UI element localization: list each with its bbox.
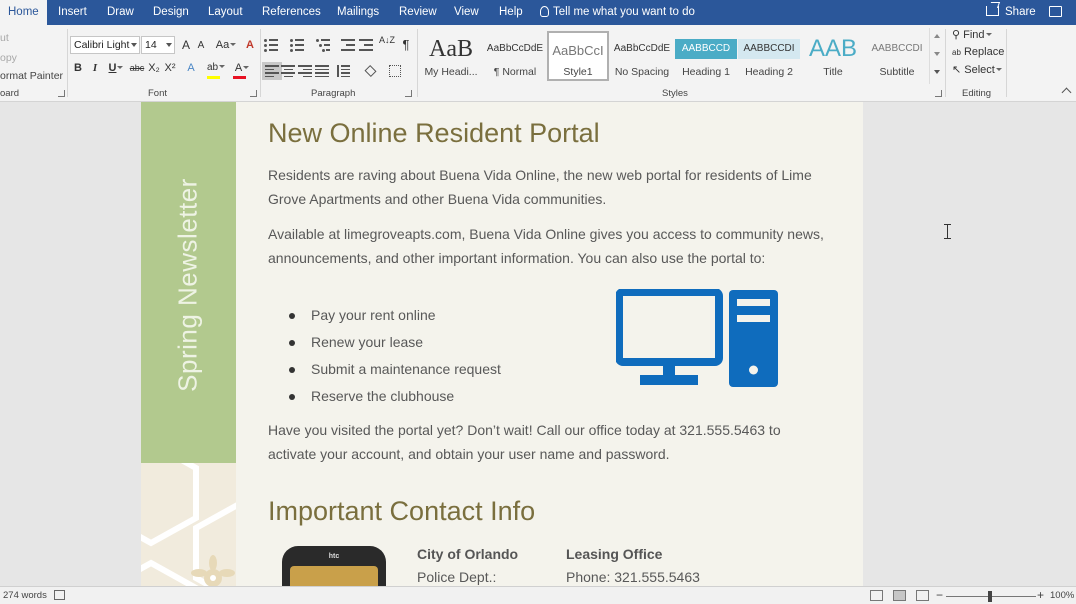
paragraph-access: Available at limegroveapts.com, Buena Vida Online gives you access to community news, announcements, and other important information. You can also use the portal to: [268,226,824,266]
chevron-down-icon [131,43,137,47]
bullet-dot [289,367,295,373]
read-mode-icon[interactable] [870,590,883,601]
tell-me-label: Tell me what you want to do [553,6,695,18]
chevron-down-icon [166,43,172,47]
bullet-dot [289,394,295,400]
heading-contact: Important Contact Info [268,496,536,526]
heading-portal: New Online Resident Portal [268,118,600,148]
select-label: Select [964,64,995,76]
style-sample: AABBCCD [675,39,737,59]
list-item: Reserve the clubhouse [311,388,455,404]
grow-font-label: A [181,38,190,52]
lightbulb-icon [540,6,549,17]
pilcrow-icon: ¶ [402,37,410,52]
italic-label: I [92,62,98,74]
group-divider [1006,29,1007,97]
shrink-font-button[interactable] [196,37,206,55]
style-sample: AaBbCcDdE [486,43,544,54]
contact-leasing-title: Leasing Office [566,546,663,562]
subscript-button[interactable] [147,59,161,77]
bullet-dot [289,340,295,346]
style-sample: AaBbCcI [552,43,604,58]
ribbon-home [0,25,1076,102]
increase-indent-icon[interactable] [359,39,373,51]
style-no-spacing[interactable] [611,31,673,81]
styles-launcher-icon[interactable] [935,90,942,97]
style-title[interactable] [802,31,864,81]
italic-button[interactable] [89,59,101,77]
bullets-icon[interactable] [264,39,278,51]
style-name: Title [823,66,843,78]
replace-label: Replace [963,46,1005,58]
decorative-pattern [141,463,236,586]
highlight-button[interactable] [206,59,226,77]
numbering-icon[interactable] [290,39,304,51]
tab-layout[interactable]: Layout [208,6,243,18]
contact-leasing-line: Phone: 321.555.5463 [566,569,700,585]
style-heading-2[interactable] [738,31,800,81]
clipboard-launcher-icon[interactable] [58,90,65,97]
bold-label: B [74,62,82,74]
zoom-level[interactable]: 100% [1050,590,1075,601]
contact-city-line: Police Dept.: [417,569,497,585]
font-size-combo[interactable] [141,36,175,54]
change-case-label: Aa [215,39,230,51]
document-page[interactable] [141,102,863,586]
style-name: My Headi... [424,66,478,78]
text-cursor-icon [943,224,952,239]
clipboard-group-label: oard [0,88,20,99]
list-item: Renew your lease [311,334,424,350]
tab-help[interactable]: Help [499,6,523,18]
paragraph-call: Have you visited the portal yet? Don’t wait! Call our office today at 321.555.5463 to activate your account, and obtain your user name and password. [268,422,781,462]
contact-city-title: City of Orlando [417,546,519,562]
shading-icon[interactable] [364,65,378,77]
tab-references[interactable]: References [262,6,321,18]
line-spacing-icon[interactable] [336,65,350,77]
group-divider [945,29,946,97]
style-my-heading[interactable] [420,31,482,81]
chevron-down-icon [230,43,236,46]
select-button[interactable] [952,63,1002,76]
tab-review[interactable]: Review [399,6,437,18]
tab-mailings[interactable]: Mailings [337,6,380,18]
share-button[interactable] [986,0,1036,25]
styles-gallery-scroll[interactable] [929,28,943,84]
font-name-combo[interactable] [70,36,140,54]
subscript-label: X₂ [148,62,160,74]
sort-label: A↓Z [379,35,396,45]
group-divider [417,29,418,97]
align-right-icon[interactable] [298,65,312,77]
share-label: Share [1005,6,1036,18]
more-styles-icon[interactable] [934,70,940,74]
tab-view[interactable]: View [454,6,479,18]
paragraph-launcher-icon[interactable] [405,90,412,97]
underline-label: U [108,62,117,74]
cursor-icon: ↖ [952,64,962,76]
style-name: ¶ Normal [493,66,537,78]
document-area[interactable] [0,102,1076,586]
proofing-icon[interactable] [54,590,65,600]
zoom-in-button[interactable]: + [1037,588,1045,602]
font-color-swatch [233,76,246,79]
tab-design[interactable]: Design [153,6,189,18]
copy-button[interactable]: opy [0,52,17,64]
style-name: Style1 [563,66,593,78]
chevron-down-icon [117,66,123,69]
tell-me-search[interactable] [540,0,695,25]
style-sample: AaBbCcDdE [613,43,671,54]
web-layout-icon[interactable] [916,590,929,601]
ribbon-tab-bar [0,0,1076,25]
chevron-down-icon [219,65,225,68]
geometric-pattern-icon [141,463,236,586]
tab-draw[interactable]: Draw [107,6,134,18]
sidebar-banner [141,102,236,463]
style-style1[interactable] [547,31,609,81]
show-formatting-button[interactable] [399,36,413,54]
style-sample: AaB [429,36,473,62]
font-launcher-icon[interactable] [250,90,257,97]
comments-icon[interactable] [1049,6,1062,17]
sort-button[interactable] [379,35,395,53]
share-icon [986,6,999,16]
align-left-icon[interactable] [265,65,279,77]
style-name: No Spacing [614,66,670,78]
style-sample: AABBCCDI [871,43,923,54]
font-color-button[interactable] [232,59,252,77]
style-name: Heading 1 [682,66,730,78]
styles-group-label: Styles [662,88,688,99]
font-size-value: 14 [145,39,157,51]
paragraph-intro: Residents are raving about Buena Vida Online, the new web portal for residents of Lime Grove Apartments and other Buena Vida communities. [268,167,812,207]
find-button[interactable] [952,28,992,41]
phone-image [282,546,386,586]
tab-home[interactable]: Home [0,0,47,25]
phone-screen [290,566,378,586]
find-label: Find [963,29,985,41]
sidebar-title: Spring Newsletter [172,178,203,392]
style-name: Heading 2 [745,66,793,78]
highlight-label: ab [206,62,219,73]
zoom-out-button[interactable]: − [936,588,944,602]
chevron-down-icon [243,66,249,69]
decrease-indent-icon[interactable] [341,39,355,51]
list-item: Submit a maintenance request [311,361,501,377]
style-heading-1[interactable] [675,31,737,81]
collapse-ribbon-icon[interactable] [1062,88,1072,98]
search-icon: ⚲ [952,29,961,41]
group-divider [260,29,261,97]
grow-font-button[interactable] [180,36,192,54]
chevron-down-icon [986,33,992,36]
zoom-slider-thumb[interactable] [988,591,992,602]
clear-formatting-button[interactable]: A [246,39,254,51]
print-layout-icon[interactable] [893,590,906,601]
style-name: Subtitle [879,66,915,78]
superscript-label: X² [164,62,176,74]
borders-icon[interactable] [389,65,403,77]
word-count[interactable]: 274 words [3,590,47,601]
style-subtitle[interactable] [866,31,928,81]
chevron-down-icon[interactable] [934,52,940,56]
styles-gallery [420,27,944,85]
group-divider [67,29,68,97]
editing-group-label: Editing [962,88,992,99]
chevron-up-icon[interactable] [934,34,940,38]
phone-brand: htc [328,553,340,560]
underline-button[interactable] [105,59,127,77]
font-name-value: Calibri Light [74,39,130,51]
replace-icon: ab [952,48,961,57]
highlight-color-swatch [207,76,220,79]
chevron-down-icon [996,68,1002,71]
text-effects-button[interactable] [184,59,198,77]
multilevel-list-icon[interactable] [316,39,330,51]
replace-button[interactable] [952,46,1004,58]
style-sample: AAB [808,35,858,62]
font-color-label: A [234,62,243,74]
style-normal[interactable] [484,31,546,81]
status-bar [0,586,1076,604]
align-center-icon[interactable] [281,65,295,77]
bold-button[interactable] [72,59,84,77]
text-effects-label: A [187,62,195,74]
superscript-button[interactable] [163,59,177,77]
paragraph-group-label: Paragraph [311,88,356,99]
computer-icon [616,289,781,389]
cut-button[interactable]: ut [0,32,9,44]
strikethrough-button[interactable] [128,59,146,77]
bullet-dot [289,313,295,319]
list-item: Pay your rent online [311,307,436,323]
justify-icon[interactable] [315,65,329,77]
tab-insert[interactable]: Insert [58,6,87,18]
shrink-font-label: A [197,40,205,51]
strikethrough-label: abc [129,63,145,73]
format-painter-button[interactable]: ormat Painter [0,70,64,82]
change-case-button[interactable] [213,36,239,54]
font-group-label: Font [148,88,168,99]
style-sample: AABBCCDI [738,39,800,59]
